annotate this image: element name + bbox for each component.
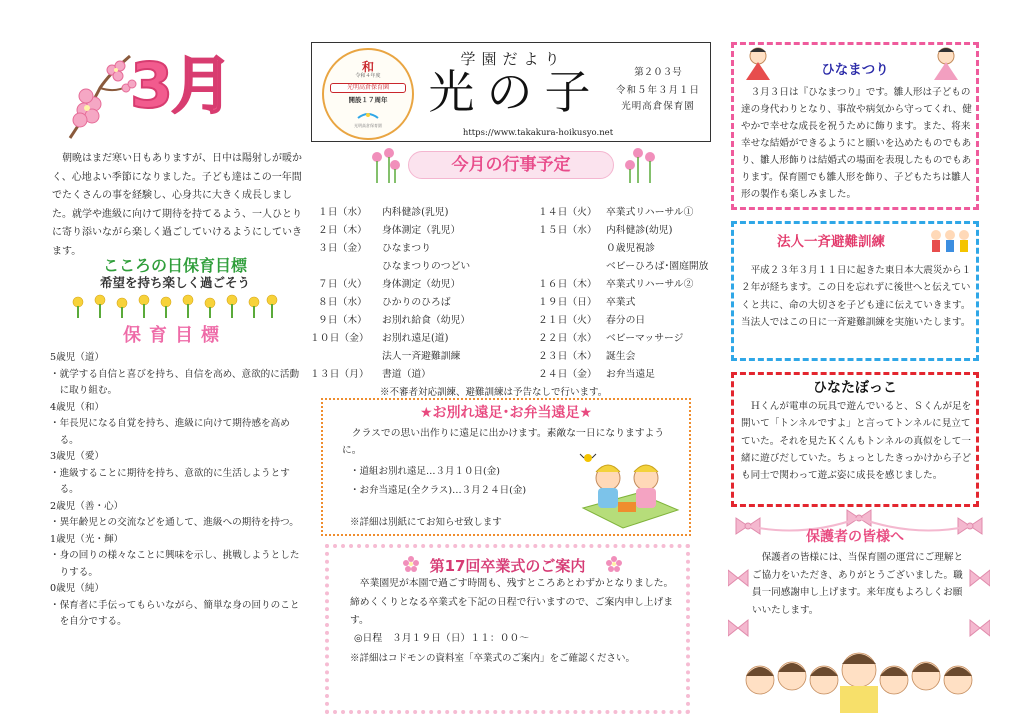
- outing-item: ・お弁当遠足(全クラス)…３月２４日(金): [350, 485, 527, 497]
- event-name: 身体測定（乳児）: [382, 225, 461, 236]
- graduation-body: 卒業園児が本園で過ごす時間も、残すところあとわずかとなりました。締めくくりとなる卒業式を下記の日程で行いますので、ご案内申し上げます。: [350, 578, 674, 627]
- event-row: [318, 261, 470, 273]
- newsletter-kicker: 学園だより: [460, 50, 566, 68]
- event-name: ひなまつりのつどい: [382, 261, 471, 272]
- goal-text: ・就学する自信と喜びを持ち、自信を高め、意欲的に活動に取り組む。: [50, 368, 300, 396]
- event-date: １６日（木）: [538, 279, 597, 290]
- goal-text: ・身の回りの様々なことに興味を示し、挑戦しようとしたりする。: [50, 550, 300, 578]
- event-date: １３日（月）: [310, 369, 369, 380]
- intro-text: 朝晩はまだ寒い日もありますが、日中は陽射しが暖かく、心地よい季節になりました。子ども達はこの一年間でたくさんの事を経験し、心身共に大きく成長しました。就学や進級に向けて期待を持てるよう、一人ひとりに寄り添いながら楽しく過ごしていけるようにしていきます。: [52, 153, 302, 257]
- event-row: [318, 297, 451, 309]
- goal-age: 3歳児（愛）: [50, 451, 105, 462]
- event-row: [310, 369, 431, 381]
- hinamatsuri-title: ひなまつり: [821, 62, 889, 78]
- picnic-kids-icon: [578, 448, 683, 530]
- event-name: 内科健診(乳児): [382, 207, 449, 218]
- event-name: ベビーひろば･園庭開放: [606, 261, 709, 272]
- event-date: １０日（金）: [310, 333, 369, 344]
- event-date: ９日（木）: [318, 315, 367, 326]
- graduation-note: ※詳細はコドモンの資料室「卒業式のご案内」をご確認ください。: [350, 653, 636, 664]
- graduation-title: 第17回卒業式のご案内: [429, 557, 586, 575]
- event-name: ひかりのひろば: [382, 297, 451, 308]
- event-name: お別れ遠足(道): [382, 333, 449, 344]
- event-row: [538, 351, 635, 363]
- event-name: 卒業式リハーサル②: [606, 279, 694, 290]
- logo-mark-text: 和: [361, 60, 374, 74]
- event-date: ３日（金）: [318, 243, 367, 254]
- event-date: ２日（木）: [318, 225, 367, 236]
- event-name: 法人一斉避難訓練: [382, 351, 461, 362]
- goal-text: ・保育者に手伝ってもらいながら、簡単な身の回りのことを自分でする。: [50, 599, 300, 627]
- goal-age: 4歳児（和）: [50, 401, 105, 413]
- rapeseed-flowers-icon: [68, 294, 280, 318]
- issue-date: 令和５年３月１日: [615, 85, 700, 96]
- event-date: １日（水）: [318, 207, 367, 218]
- hinata-title: ひなたぼっこ: [813, 380, 897, 396]
- event-row: [318, 207, 448, 219]
- outing-list: [350, 462, 526, 501]
- goal-text: ・年長児になる自覚を持ち、進級に向けて期待感を高める。: [50, 418, 290, 446]
- evacuation-drill-title: 法人一斉避難訓練: [777, 234, 885, 250]
- event-name: 春分の日: [606, 315, 646, 326]
- childcare-goals-title: 保育目標: [123, 325, 227, 346]
- events-note: ※不審者対応訓練、避難訓練は予告なしで行います。: [380, 387, 608, 398]
- event-date: ２２日（水）: [538, 333, 597, 344]
- logo-anniversary: 開設１７周年: [348, 96, 388, 104]
- event-date: １９日（日）: [538, 297, 597, 308]
- event-name: ベビーマッサージ: [606, 333, 684, 344]
- event-name: 内科健診(幼児): [606, 225, 673, 236]
- logo-emblem-icon: [356, 110, 380, 120]
- plum-blossom-icon: [60, 48, 140, 143]
- event-date: １５日（水）: [538, 225, 597, 236]
- outing-body: クラスでの思い出作りに遠足に出かけます。素敵な一日になりますように。: [342, 428, 665, 457]
- event-date: ８日（水）: [318, 297, 367, 308]
- outing-item: ・道組お別れ遠足…３月１０日(金): [350, 466, 500, 477]
- event-name: 誕生会: [606, 351, 636, 362]
- event-row: [538, 207, 693, 219]
- flower-icon: [606, 556, 622, 572]
- graduation-schedule: ◎日程 ３月１９日（日）１１：００～: [354, 633, 530, 644]
- event-name: お弁当遠足: [606, 369, 655, 380]
- newsletter-title: 光の子: [428, 65, 603, 119]
- goal-text: ・進級することに期待を持ち、意欲的に生活しようとする。: [50, 467, 290, 495]
- event-date: ２１日（火）: [538, 315, 597, 326]
- flower-right-icon: [620, 145, 660, 183]
- event-row: [318, 243, 431, 255]
- month-title: 3月: [130, 49, 232, 122]
- goal-age: 1歳児（光・輝）: [50, 533, 124, 545]
- hinata-body: Ｈくんが電車の玩具で遊んでいると、Ｓくんが足を開いて「トンネルですよ」と言ってトンネルに見立てていた。それを見たＫくんもトンネルの真似をして一緒に遊びだしていた。ちょっとしたきっかけから子ども同士で関わって遊ぶ姿に成長を感じました。: [741, 401, 972, 482]
- event-row: [538, 243, 655, 255]
- event-row: [538, 225, 672, 237]
- logo-small-text: 光明高倉保育園: [354, 123, 382, 128]
- event-row: [538, 261, 708, 273]
- event-row: [310, 333, 448, 345]
- outing-title: ★お別れ遠足･お弁当遠足★: [419, 405, 593, 421]
- event-name: 身体測定（幼児）: [382, 279, 461, 290]
- outing-note: ※詳細は別紙にてお知らせ致します: [350, 517, 502, 528]
- kokoro-goal-subtitle: 希望を持ち楽しく過ごそう: [99, 275, 250, 290]
- flower-left-icon: [365, 145, 405, 183]
- parents-body: 保護者の皆様には、当保育園の運営にご理解とご協力をいただき、ありがとうございました。職員一同感謝申し上げます。来年度もよろしくお願いいたします。: [752, 552, 964, 617]
- event-row: [538, 333, 683, 345]
- event-name: ０歳児視診: [606, 243, 655, 254]
- kokoro-goal-title: こころの日保育目標: [102, 256, 247, 275]
- evacuation-drill-body: 平成２３年３月１１日に起きた東日本大震災から１２年が経ちます。この日を忘れずに後世へと伝えていくと共に、命の大切さを子ども達に伝えていきます。当法人ではこの日に一斉避難訓練を実施いたします。: [741, 265, 972, 329]
- evacuating-kids-icon: [928, 228, 974, 256]
- event-row: [318, 351, 460, 363]
- childcare-goals-list: [50, 350, 306, 631]
- event-date: ２３日（木）: [538, 351, 597, 362]
- event-name: 書道（道）: [382, 369, 431, 380]
- goal-text: ・異年齢児との交流などを通して、進級への期待を持つ。: [50, 517, 299, 528]
- hina-doll-right-icon: [930, 46, 962, 80]
- event-name: ひなまつり: [382, 243, 431, 254]
- event-row: [538, 315, 645, 327]
- parents-title: 保護者の皆様へ: [806, 529, 904, 545]
- event-row: [318, 315, 470, 327]
- events-title: 今月の行事予定: [408, 151, 614, 179]
- school-name: 光明高倉保育園: [621, 101, 695, 112]
- event-row: [318, 279, 460, 291]
- event-row: [318, 225, 460, 237]
- event-date: ７日（火）: [318, 279, 367, 290]
- goal-age: 0歳児（純）: [50, 583, 105, 594]
- goal-age: 2歳児（善・心）: [50, 500, 124, 512]
- event-name: 卒業式リハーサル①: [606, 207, 694, 218]
- school-url-link[interactable]: https://www.takakura-hoikusyo.net: [462, 128, 614, 138]
- event-row: [538, 297, 635, 309]
- event-name: 卒業式: [606, 297, 636, 308]
- issue-number: 第２０３号: [634, 67, 682, 78]
- logo-year: 令和４年度: [355, 73, 381, 79]
- event-row: [538, 369, 655, 381]
- logo-name: 光明高倉保育園: [330, 83, 406, 93]
- event-date: １４日（火）: [538, 207, 597, 218]
- event-name: お別れ給食（幼児）: [382, 315, 471, 326]
- event-row: [538, 279, 693, 291]
- event-date: ２４日（金）: [538, 369, 597, 380]
- goal-age: 5歳児（道）: [50, 352, 105, 363]
- hinamatsuri-body: ３月３日は『ひなまつり』です。雛人形は子どもの達の身代わりとなり、事故や病気から守ってくれ、健やかで幸せな成長を祝うために飾ります。また、将来幸せな結婚ができるようにと願いを込めたものでもあり、雛人形飾りは結婚式の場面を表現したものでもあります。保育園でも雛人形を飾り、子どもたちは雛人形の製作も楽しみました。: [741, 87, 972, 201]
